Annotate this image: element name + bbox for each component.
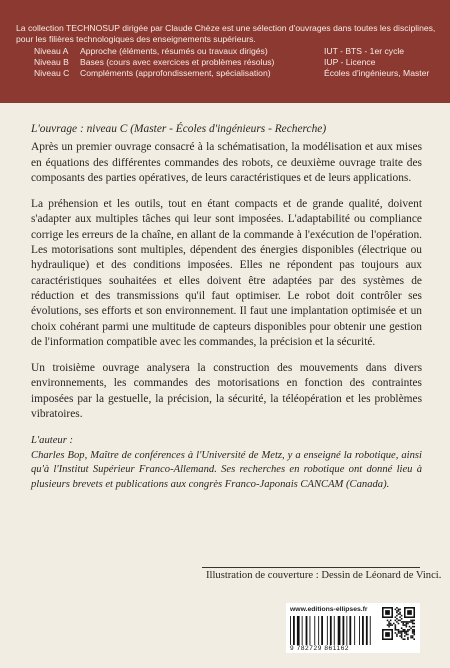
qr-module <box>407 623 409 625</box>
qr-module <box>413 638 415 640</box>
qr-module <box>385 632 390 637</box>
level-description: Compléments (approfondissement, spécialisation) <box>80 68 271 78</box>
qr-module <box>410 620 412 622</box>
qr-module <box>395 629 397 631</box>
qr-module <box>407 629 409 631</box>
level-path: IUT - BTS - 1er cycle <box>324 46 405 56</box>
qr-module <box>401 634 403 636</box>
qr-module <box>402 638 404 640</box>
qr-module <box>407 621 409 623</box>
credit-divider <box>202 567 420 568</box>
qr-module <box>395 616 397 618</box>
qr-module <box>396 607 398 609</box>
collection-header-band <box>0 0 450 103</box>
qr-module <box>404 638 406 640</box>
qr-module <box>412 635 414 637</box>
level-description: Bases (cours avec exercices et problèmes résolus) <box>80 57 275 67</box>
qr-module <box>398 620 400 622</box>
barcode-bar <box>306 616 308 645</box>
barcode-bar <box>338 616 341 645</box>
qr-module <box>395 609 397 611</box>
qr-module <box>399 609 401 611</box>
qr-module <box>391 624 393 626</box>
description-paragraph-3: Un troisième ouvrage analysera la construction des mouvements dans divers environnements, les commandes des motorisations en fonction des contraintes imposées par la gestuelle, la précision, la sécurité, la téléopération et les problèmes vibratoires. <box>31 362 422 421</box>
qr-code-icon <box>382 607 415 640</box>
publisher-website: www.editions-ellipses.fr <box>290 606 368 613</box>
barcode-bar <box>318 616 319 645</box>
barcode-bar <box>302 616 303 645</box>
qr-module <box>401 635 403 637</box>
description-paragraph-1: Après un premier ouvrage consacré à la schématisation, la modélisation et aux mises en équations des différentes commandes des robots, ce deuxième ouvrage traite des composants des parties opératives, de leurs caractéristiques et de leurs applications. <box>31 141 422 184</box>
qr-module <box>412 629 414 631</box>
collection-intro-line-2: pour les filières technologiques des enseignements supérieurs. <box>16 34 256 45</box>
qr-module <box>409 629 411 631</box>
qr-module <box>412 620 414 622</box>
qr-module <box>399 631 401 633</box>
qr-module <box>406 632 408 634</box>
qr-module <box>388 624 390 626</box>
qr-module <box>406 624 408 626</box>
qr-module <box>398 632 400 634</box>
qr-module <box>398 610 400 612</box>
barcode-bar <box>297 616 300 645</box>
qr-module <box>413 632 415 634</box>
qr-module <box>410 627 412 629</box>
qr-module <box>388 621 390 623</box>
qr-module <box>413 626 415 628</box>
level-path: IUP - Licence <box>324 57 376 67</box>
qr-module <box>390 623 392 625</box>
qr-module <box>406 631 408 633</box>
qr-module <box>413 631 415 633</box>
book-description <box>31 122 422 433</box>
book-level-heading: L'ouvrage : niveau C (Master - Écoles d'ingénieurs - Recherche) <box>31 123 327 135</box>
qr-module <box>387 624 389 626</box>
qr-module <box>402 621 404 623</box>
barcode-bar <box>327 616 328 645</box>
qr-module <box>404 635 406 637</box>
qr-module <box>399 635 401 637</box>
qr-module <box>398 609 400 611</box>
qr-module <box>388 626 390 628</box>
qr-module <box>396 610 398 612</box>
qr-module <box>398 631 400 633</box>
isbn-barcode <box>290 616 376 645</box>
author-label: L'auteur : <box>31 435 73 446</box>
qr-module <box>398 623 400 625</box>
qr-module <box>395 626 397 628</box>
qr-module <box>413 620 415 622</box>
qr-module <box>410 621 412 623</box>
qr-module <box>395 624 397 626</box>
qr-module <box>406 623 408 625</box>
qr-module <box>410 637 412 639</box>
barcode-bar <box>314 616 315 645</box>
qr-module <box>402 631 404 633</box>
qr-module <box>407 610 412 615</box>
qr-module <box>388 623 390 625</box>
qr-module <box>399 616 401 618</box>
illustration-credit: Illustration de couverture : Dessin de Léonard de Vinci. <box>206 570 442 581</box>
barcode-bar <box>359 616 360 645</box>
qr-module <box>409 621 411 623</box>
qr-module <box>396 618 398 620</box>
qr-module <box>404 631 406 633</box>
barcode-bar <box>290 616 291 645</box>
qr-module <box>413 629 415 631</box>
qr-module <box>404 621 406 623</box>
qr-module <box>406 621 408 623</box>
qr-module <box>406 626 408 628</box>
qr-module <box>393 623 395 625</box>
qr-module <box>406 634 408 636</box>
qr-module <box>395 632 397 634</box>
qr-module <box>402 623 404 625</box>
qr-module <box>404 624 406 626</box>
barcode-bar <box>310 616 311 645</box>
qr-module <box>399 632 401 634</box>
qr-module <box>396 612 398 614</box>
qr-module <box>407 631 409 633</box>
isbn-digits: 9 782729 861162 <box>290 645 350 652</box>
qr-module <box>407 638 409 640</box>
barcode-bar <box>293 616 295 645</box>
qr-module <box>401 637 403 639</box>
qr-module <box>396 635 398 637</box>
qr-module <box>410 635 412 637</box>
qr-module <box>401 621 403 623</box>
description-paragraph-2: La préhension et les outils, tout en étant compacts et de grande qualité, doivent s'adapter aux multiples tâches qui leur sont imposées. L'adaptabilité ou compliance corrige les erreurs de la chaîne, en allant de la commande à l'exécution de l'opération. Les motorisations sont multiples, dépendent des énergies disponibles (électrique ou hydraulique) et des conditions imposées. Elles ne répondent pas toujours aux caractéristiques souhaitées et elles doivent être adaptées par des systèmes de réduction et des transmissions qu'il faut optimiser. Le robot doit contrôler ses évolutions, ses efforts et son environnement. Il faut une implantation optimisée et un choix cohérant parmi une multitude de capteurs disponibles pour obtenir une gestion de l'information compatible avec les commandes, la précision et la sécurité. <box>31 198 422 348</box>
level-description: Approche (éléments, résumés ou travaux dirigés) <box>80 46 268 56</box>
qr-module <box>398 629 400 631</box>
barcode-panel <box>286 603 420 653</box>
qr-module <box>402 629 404 631</box>
qr-module <box>413 623 415 625</box>
barcode-bar <box>370 616 371 645</box>
barcode-bar <box>330 616 332 645</box>
qr-module <box>396 629 398 631</box>
qr-module <box>385 610 390 615</box>
qr-module <box>390 620 392 622</box>
barcode-bar <box>362 616 364 645</box>
qr-module <box>404 629 406 631</box>
barcode-bar <box>346 616 347 645</box>
barcode-bar <box>343 616 345 645</box>
qr-module <box>387 620 389 622</box>
qr-module <box>395 627 397 629</box>
qr-module <box>401 632 403 634</box>
level-path: Écoles d'ingénieurs, Master <box>324 68 430 78</box>
qr-module <box>412 623 414 625</box>
qr-module <box>412 626 414 628</box>
qr-module <box>404 632 406 634</box>
qr-module <box>412 621 414 623</box>
qr-module <box>413 634 415 636</box>
level-name: Niveau A <box>34 46 69 56</box>
qr-module <box>399 620 401 622</box>
level-name: Niveau B <box>34 57 69 67</box>
author-section <box>31 434 422 492</box>
qr-module <box>401 627 403 629</box>
barcode-bar <box>334 616 335 645</box>
qr-module <box>398 613 400 615</box>
qr-module <box>399 612 401 614</box>
qr-module <box>401 618 403 620</box>
qr-module <box>399 613 401 615</box>
qr-module <box>401 615 403 617</box>
qr-module <box>412 632 414 634</box>
qr-module <box>401 631 403 633</box>
qr-module <box>407 637 409 639</box>
qr-module <box>390 624 392 626</box>
author-bio: Charles Bop, Maître de conférences à l'Université de Metz, y a enseigné la robotique, ainsi qu'à l'Institut Supérieur Franco-Allemand. Ses recherches en robotique ont donné lieu à plusieurs brevets et publications aux congrès Franco-Japonais CANCAM (Canada). <box>31 449 422 490</box>
barcode-bar <box>349 616 351 645</box>
qr-module <box>409 626 411 628</box>
qr-module <box>395 620 397 622</box>
barcode-bar <box>321 616 323 645</box>
qr-module <box>396 615 398 617</box>
barcode-bar <box>354 616 355 645</box>
collection-intro-line-1: La collection TECHNOSUP dirigée par Claude Chèze est une sélection d'ouvrages dans toutes les disciplines, <box>16 23 436 33</box>
qr-module <box>396 621 398 623</box>
barcode-bar <box>366 616 368 645</box>
qr-module <box>396 634 398 636</box>
level-name: Niveau C <box>34 68 70 78</box>
collection-intro <box>16 23 436 45</box>
qr-module <box>407 634 409 636</box>
qr-module <box>412 631 414 633</box>
qr-module <box>402 624 404 626</box>
qr-module <box>412 637 414 639</box>
